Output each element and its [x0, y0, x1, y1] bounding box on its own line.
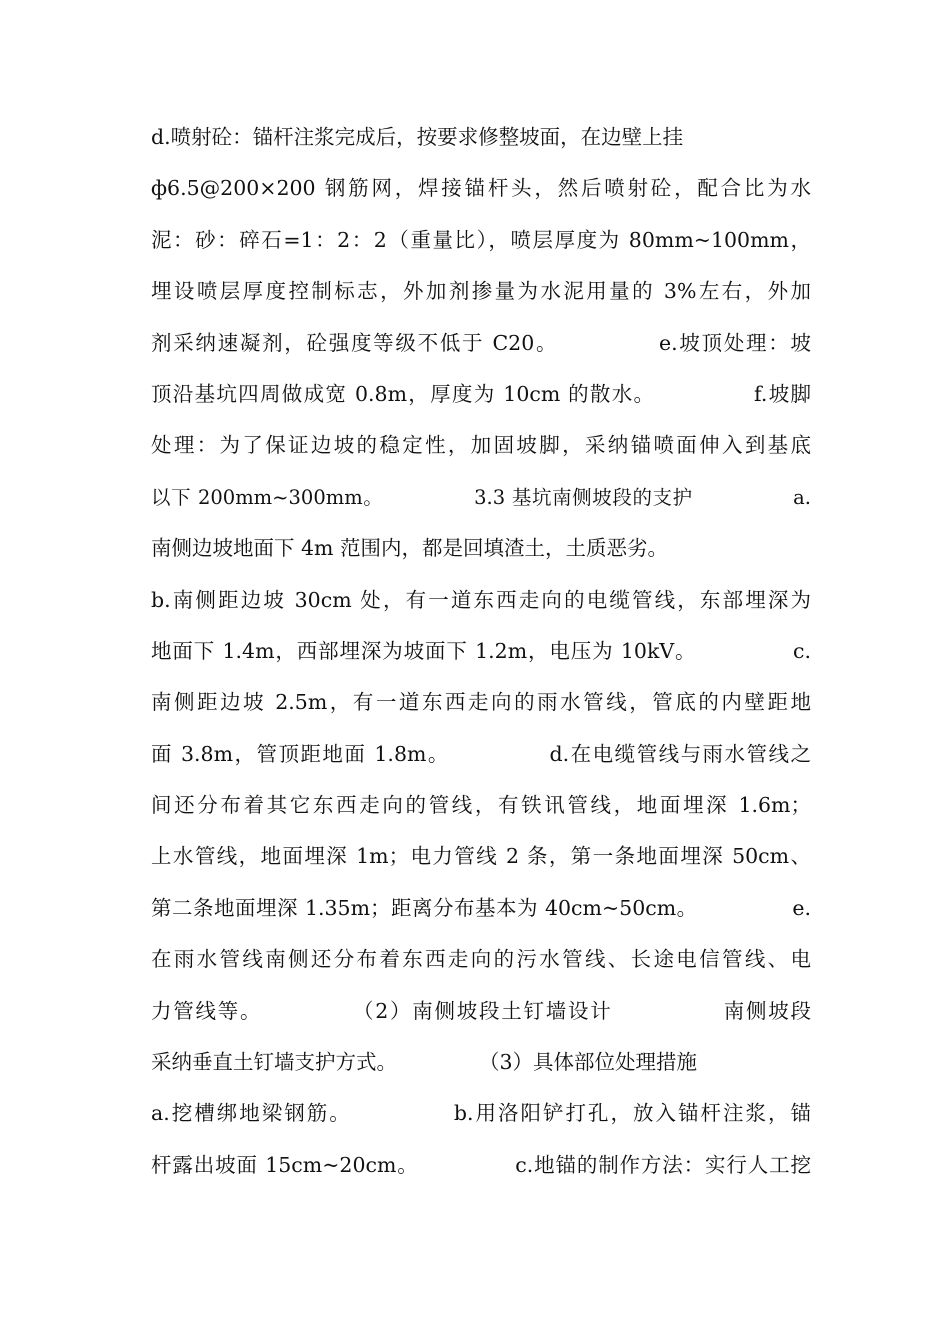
- body-text: [151, 112, 811, 1191]
- text-line: 在雨水管线南侧还分布着东西走向的污水管线、长途电信管线、电: [151, 947, 811, 972]
- text-line: 力管线等。 （2）南侧坡段土钉墙设计 南侧坡段: [151, 998, 811, 1023]
- text-line: 以下 200mm~300mm。 3.3 基坑南侧坡段的支护 a.: [151, 485, 811, 509]
- text-line: 泥：砂：碎石=1：2：2（重量比），喷层厚度为 80mm~100mm，: [151, 227, 811, 252]
- text-line: ф6.5@200×200 钢筋网，焊接锚杆头，然后喷射砼，配合比为水: [151, 176, 811, 201]
- text-line: 剂采纳速凝剂，砼强度等级不低于 C20。 e.坡顶处理：坡: [151, 330, 811, 355]
- text-line: 采纳垂直土钉墙支护方式。 （3）具体部位处理措施: [151, 1050, 698, 1075]
- text-line: 杆露出坡面 15cm~20cm。 c.地锚的制作方法：实行人工挖: [151, 1152, 811, 1177]
- text-line: 处理：为了保证边坡的稳定性，加固坡脚，采纳锚喷面伸入到基底: [151, 433, 811, 458]
- text-line: 上水管线，地面埋深 1m；电力管线 2 条，第一条地面埋深 50cm、: [151, 844, 811, 869]
- text-line: 地面下 1.4m，西部埋深为坡面下 1.2m，电压为 10kV。 c.: [151, 638, 811, 663]
- text-line: 间还分布着其它东西走向的管线，有铁讯管线，地面埋深 1.6m；: [151, 793, 811, 818]
- text-line: 第二条地面埋深 1.35m；距离分布基本为 40cm~50cm。 e.: [151, 895, 811, 920]
- text-line: 顶沿基坑四周做成宽 0.8m，厚度为 10cm 的散水。 f.坡脚: [151, 381, 811, 406]
- text-line: 南侧边坡地面下 4m 范围内，都是回填渣土，土质恶劣。: [151, 536, 669, 561]
- text-line: d.喷射砼：锚杆注浆完成后，按要求修整坡面，在边壁上挂: [151, 125, 684, 149]
- text-line: b.南侧距边坡 30cm 处，有一道东西走向的电缆管线，东部埋深为: [151, 587, 811, 612]
- text-line: 埋设喷层厚度控制标志，外加剂掺量为水泥用量的 3%左右，外加: [151, 279, 811, 304]
- text-line: 南侧距边坡 2.5m，有一道东西走向的雨水管线，管底的内壁距地: [151, 690, 811, 715]
- text-line: a.挖槽绑地梁钢筋。 b.用洛阳铲打孔，放入锚杆注浆，锚: [151, 1101, 811, 1126]
- text-line: 面 3.8m，管顶距地面 1.8m。 d.在电缆管线与雨水管线之: [151, 741, 811, 766]
